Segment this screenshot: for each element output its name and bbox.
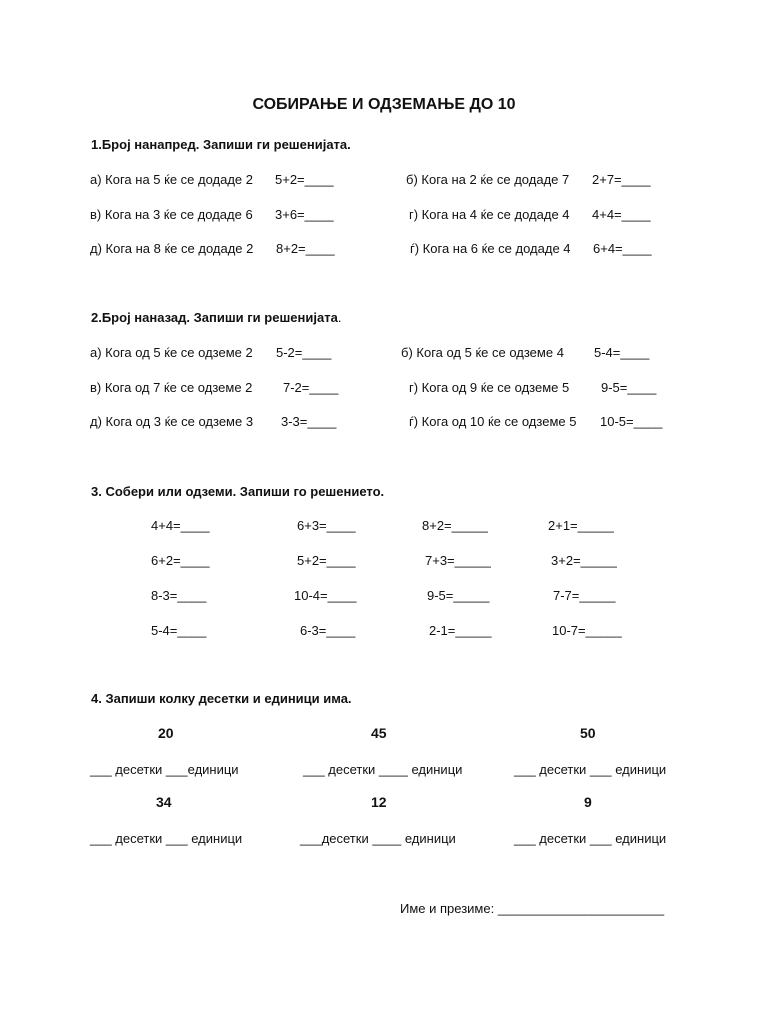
s2-row3-left-eq: 3-3=____	[281, 414, 337, 429]
s2-row3-right-eq: 10-5=____	[600, 414, 663, 429]
s1-row1-right: б) Кога на 2 ќе се додаде 7	[406, 172, 570, 187]
s1-row2-left-eq: 3+6=____	[275, 207, 334, 222]
s3-cell-3-2: 10-4=____	[294, 588, 357, 603]
section-4-heading: 4. Запиши колку десетки и единици има.	[91, 691, 352, 706]
s1-row3-right: ѓ) Кога на 6 ќе се додаде 4	[410, 241, 571, 256]
s2-row1-left: а) Кога од 5 ќе се одземе 2	[90, 345, 253, 360]
s3-cell-4-2: 6-3=____	[300, 623, 356, 638]
s4-answer-2: ___ десетки ____ единици	[303, 762, 463, 777]
s2-row3-left: д) Кога од 3 ќе се одземе 3	[90, 414, 254, 429]
s2-row2-left: в) Кога од 7 ќе се одземе 2	[90, 380, 253, 395]
s4-answer-3: ___ десетки ___ единици	[514, 762, 667, 777]
s4-number-3: 50	[580, 725, 596, 741]
s2-row2-right-eq: 9-5=____	[601, 380, 657, 395]
s3-cell-1-2: 6+3=____	[297, 518, 356, 533]
s3-cell-1-1: 4+4=____	[151, 518, 210, 533]
s4-number-2: 45	[371, 725, 387, 741]
s1-row1-left: а) Кога на 5 ќе се додаде 2	[90, 172, 254, 187]
s4-number-1: 20	[158, 725, 174, 741]
s1-row2-left: в) Кога на 3 ќе се додаде 6	[90, 207, 253, 222]
s2-row2-left-eq: 7-2=____	[283, 380, 339, 395]
s3-cell-4-1: 5-4=____	[151, 623, 207, 638]
s3-cell-2-2: 5+2=____	[297, 553, 356, 568]
s3-cell-1-3: 8+2=_____	[422, 518, 488, 533]
s4-answer-6: ___ десетки ___ единици	[514, 831, 667, 846]
section-2-heading-dot: .	[337, 310, 342, 325]
s1-row3-left: д) Кога на 8 ќе се додаде 2	[90, 241, 254, 256]
s3-cell-4-4: 10-7=_____	[552, 623, 622, 638]
s4-number-4: 34	[156, 794, 172, 810]
s2-row2-right: г) Кога од 9 ќе се одземе 5	[409, 380, 570, 395]
s3-cell-1-4: 2+1=_____	[548, 518, 614, 533]
s4-number-5: 12	[371, 794, 387, 810]
s1-row3-left-eq: 8+2=____	[276, 241, 335, 256]
s3-cell-2-4: 3+2=_____	[551, 553, 617, 568]
s1-row2-right: г) Кога на 4 ќе се додаде 4	[409, 207, 570, 222]
s3-cell-2-3: 7+3=_____	[425, 553, 491, 568]
s1-row3-right-eq: 6+4=____	[593, 241, 652, 256]
s2-row1-right-eq: 5-4=____	[594, 345, 650, 360]
s4-answer-5: ___десетки ____ единици	[300, 831, 456, 846]
s3-cell-2-1: 6+2=____	[151, 553, 210, 568]
s4-answer-1: ___ десетки ___единици	[90, 762, 239, 777]
s4-answer-4: ___ десетки ___ единици	[90, 831, 243, 846]
section-1-heading: 1.Број нанапред. Запиши ги решенијата.	[91, 137, 351, 152]
s2-row1-left-eq: 5-2=____	[276, 345, 332, 360]
s3-cell-3-3: 9-5=_____	[427, 588, 490, 603]
s1-row1-left-eq: 5+2=____	[275, 172, 334, 187]
s2-row3-right: ѓ) Кога од 10 ќе се одземе 5	[409, 414, 577, 429]
s1-row1-right-eq: 2+7=____	[592, 172, 651, 187]
s2-row1-right: б) Кога од 5 ќе се одземе 4	[401, 345, 564, 360]
s3-cell-4-3: 2-1=_____	[429, 623, 492, 638]
s3-cell-3-4: 7-7=_____	[553, 588, 616, 603]
s3-cell-3-1: 8-3=____	[151, 588, 207, 603]
s4-number-6: 9	[584, 794, 592, 810]
section-2-heading-text: 2.Број наназад. Запиши ги решенијата	[91, 310, 338, 325]
section-3-heading: 3. Собери или одземи. Запиши го решението.	[91, 484, 385, 499]
s1-row2-right-eq: 4+4=____	[592, 207, 651, 222]
name-field-label: Име и презиме: _______________________	[400, 901, 665, 916]
section-2-heading	[91, 310, 341, 326]
page-title: СОБИРАЊЕ И ОДЗЕМАЊЕ ДО 10	[252, 96, 516, 113]
